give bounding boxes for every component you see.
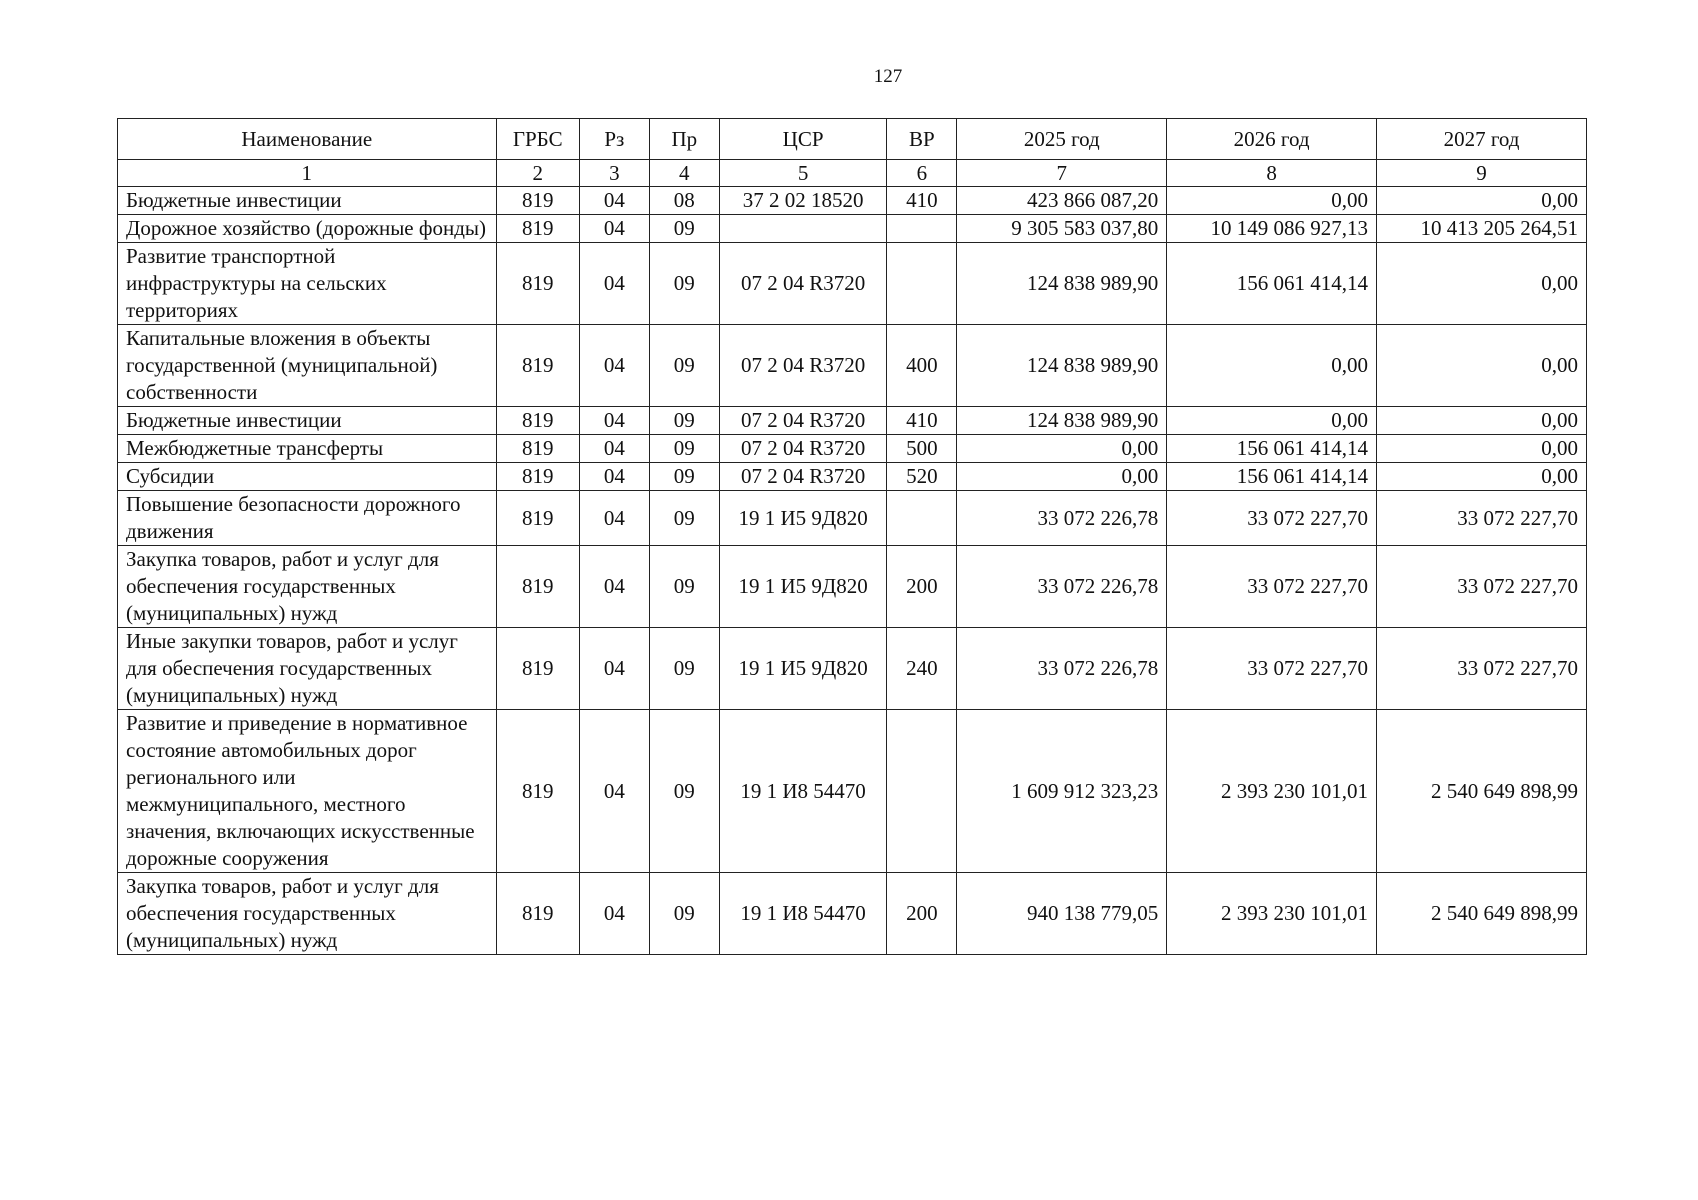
cell-rz: 04	[579, 187, 649, 215]
cell-vr	[887, 491, 957, 546]
cell-name: Повышение безопасности дорожного движения	[118, 491, 497, 546]
cell-2025: 124 838 989,90	[957, 243, 1167, 325]
table-row	[118, 187, 1587, 215]
table-row	[118, 463, 1587, 491]
cell-csr: 19 1 И8 54470	[719, 873, 887, 955]
cell-vr: 200	[887, 873, 957, 955]
column-number: 5	[719, 160, 887, 187]
cell-vr	[887, 215, 957, 243]
cell-pr: 09	[649, 407, 719, 435]
cell-2025: 9 305 583 037,80	[957, 215, 1167, 243]
cell-vr: 240	[887, 628, 957, 710]
cell-grbs: 819	[496, 710, 579, 873]
header-rz: Рз	[579, 119, 649, 160]
cell-name: Межбюджетные трансферты	[118, 435, 497, 463]
table-row	[118, 628, 1587, 710]
cell-grbs: 819	[496, 435, 579, 463]
cell-2025: 423 866 087,20	[957, 187, 1167, 215]
column-number: 4	[649, 160, 719, 187]
cell-pr: 09	[649, 215, 719, 243]
cell-2025: 124 838 989,90	[957, 407, 1167, 435]
cell-2027: 2 540 649 898,99	[1377, 873, 1587, 955]
cell-2027: 0,00	[1377, 325, 1587, 407]
cell-2027: 0,00	[1377, 187, 1587, 215]
table-row	[118, 710, 1587, 873]
header-2026: 2026 год	[1167, 119, 1377, 160]
cell-grbs: 819	[496, 463, 579, 491]
cell-2026: 2 393 230 101,01	[1167, 710, 1377, 873]
cell-pr: 09	[649, 491, 719, 546]
table-row	[118, 407, 1587, 435]
column-number: 9	[1377, 160, 1587, 187]
header-2027: 2027 год	[1377, 119, 1587, 160]
cell-2027: 33 072 227,70	[1377, 628, 1587, 710]
table-row	[118, 215, 1587, 243]
cell-csr: 07 2 04 R3720	[719, 407, 887, 435]
cell-rz: 04	[579, 325, 649, 407]
header-name: Наименование	[118, 119, 497, 160]
cell-grbs: 819	[496, 243, 579, 325]
table-row	[118, 491, 1587, 546]
cell-2025: 0,00	[957, 463, 1167, 491]
header-vr: ВР	[887, 119, 957, 160]
cell-pr: 09	[649, 546, 719, 628]
cell-2027: 0,00	[1377, 463, 1587, 491]
cell-pr: 09	[649, 873, 719, 955]
cell-vr	[887, 243, 957, 325]
table-body	[118, 187, 1587, 955]
header-row	[118, 119, 1587, 160]
cell-rz: 04	[579, 435, 649, 463]
cell-pr: 09	[649, 710, 719, 873]
cell-vr: 410	[887, 407, 957, 435]
cell-2026: 33 072 227,70	[1167, 546, 1377, 628]
cell-rz: 04	[579, 243, 649, 325]
cell-2026: 2 393 230 101,01	[1167, 873, 1377, 955]
cell-name: Закупка товаров, работ и услуг для обеспечения государственных (муниципальных) нужд	[118, 873, 497, 955]
cell-2026: 0,00	[1167, 325, 1377, 407]
table-row	[118, 873, 1587, 955]
cell-name: Иные закупки товаров, работ и услуг для обеспечения государственных (муниципальных) нужд	[118, 628, 497, 710]
cell-pr: 09	[649, 325, 719, 407]
cell-csr: 07 2 04 R3720	[719, 435, 887, 463]
cell-csr	[719, 215, 887, 243]
cell-csr: 19 1 И8 54470	[719, 710, 887, 873]
table-row	[118, 546, 1587, 628]
table-row	[118, 243, 1587, 325]
cell-rz: 04	[579, 873, 649, 955]
cell-2025: 124 838 989,90	[957, 325, 1167, 407]
cell-2027: 0,00	[1377, 243, 1587, 325]
cell-name: Закупка товаров, работ и услуг для обеспечения государственных (муниципальных) нужд	[118, 546, 497, 628]
cell-2025: 33 072 226,78	[957, 546, 1167, 628]
cell-2026: 0,00	[1167, 187, 1377, 215]
cell-rz: 04	[579, 628, 649, 710]
cell-2027: 33 072 227,70	[1377, 491, 1587, 546]
cell-2025: 0,00	[957, 435, 1167, 463]
cell-2025: 33 072 226,78	[957, 628, 1167, 710]
cell-pr: 09	[649, 463, 719, 491]
cell-2026: 0,00	[1167, 407, 1377, 435]
cell-2026: 33 072 227,70	[1167, 491, 1377, 546]
cell-2025: 33 072 226,78	[957, 491, 1167, 546]
cell-2027: 0,00	[1377, 407, 1587, 435]
cell-2026: 156 061 414,14	[1167, 243, 1377, 325]
cell-rz: 04	[579, 546, 649, 628]
cell-grbs: 819	[496, 628, 579, 710]
cell-grbs: 819	[496, 407, 579, 435]
cell-name: Бюджетные инвестиции	[118, 407, 497, 435]
header-2025: 2025 год	[957, 119, 1167, 160]
column-number: 8	[1167, 160, 1377, 187]
cell-2026: 156 061 414,14	[1167, 463, 1377, 491]
cell-pr: 09	[649, 243, 719, 325]
column-number: 7	[957, 160, 1167, 187]
cell-vr: 200	[887, 546, 957, 628]
cell-2027: 33 072 227,70	[1377, 546, 1587, 628]
header-grbs: ГРБС	[496, 119, 579, 160]
page-number: 127	[873, 66, 903, 87]
cell-pr: 09	[649, 628, 719, 710]
cell-pr: 09	[649, 435, 719, 463]
cell-csr: 07 2 04 R3720	[719, 243, 887, 325]
cell-rz: 04	[579, 491, 649, 546]
cell-grbs: 819	[496, 325, 579, 407]
cell-rz: 04	[579, 407, 649, 435]
column-number: 1	[118, 160, 497, 187]
cell-csr: 07 2 04 R3720	[719, 463, 887, 491]
column-number: 6	[887, 160, 957, 187]
cell-rz: 04	[579, 463, 649, 491]
cell-vr: 400	[887, 325, 957, 407]
cell-vr: 500	[887, 435, 957, 463]
cell-vr: 410	[887, 187, 957, 215]
cell-name: Дорожное хозяйство (дорожные фонды)	[118, 215, 497, 243]
cell-csr: 19 1 И5 9Д820	[719, 546, 887, 628]
cell-grbs: 819	[496, 491, 579, 546]
cell-2026: 33 072 227,70	[1167, 628, 1377, 710]
cell-2027: 2 540 649 898,99	[1377, 710, 1587, 873]
cell-grbs: 819	[496, 546, 579, 628]
table-row	[118, 325, 1587, 407]
cell-2026: 156 061 414,14	[1167, 435, 1377, 463]
cell-rz: 04	[579, 215, 649, 243]
cell-csr: 19 1 И5 9Д820	[719, 628, 887, 710]
cell-2025: 940 138 779,05	[957, 873, 1167, 955]
column-number: 3	[579, 160, 649, 187]
header-csr: ЦСР	[719, 119, 887, 160]
cell-grbs: 819	[496, 873, 579, 955]
cell-name: Развитие и приведение в нормативное состояние автомобильных дорог регионального или межмуниципального, местного значения, включающих искусственные дорожные сооружения	[118, 710, 497, 873]
cell-csr: 07 2 04 R3720	[719, 325, 887, 407]
cell-csr: 37 2 02 18520	[719, 187, 887, 215]
budget-table	[117, 118, 1587, 955]
table-row	[118, 435, 1587, 463]
cell-rz: 04	[579, 710, 649, 873]
cell-name: Субсидии	[118, 463, 497, 491]
cell-name: Капитальные вложения в объекты государственной (муниципальной) собственности	[118, 325, 497, 407]
cell-vr: 520	[887, 463, 957, 491]
cell-2027: 0,00	[1377, 435, 1587, 463]
cell-pr: 08	[649, 187, 719, 215]
cell-name: Развитие транспортной инфраструктуры на сельских территориях	[118, 243, 497, 325]
cell-grbs: 819	[496, 215, 579, 243]
cell-name: Бюджетные инвестиции	[118, 187, 497, 215]
cell-2027: 10 413 205 264,51	[1377, 215, 1587, 243]
cell-2026: 10 149 086 927,13	[1167, 215, 1377, 243]
cell-csr: 19 1 И5 9Д820	[719, 491, 887, 546]
column-number: 2	[496, 160, 579, 187]
cell-vr	[887, 710, 957, 873]
cell-grbs: 819	[496, 187, 579, 215]
header-pr: Пр	[649, 119, 719, 160]
column-number-row	[118, 160, 1587, 187]
cell-2025: 1 609 912 323,23	[957, 710, 1167, 873]
